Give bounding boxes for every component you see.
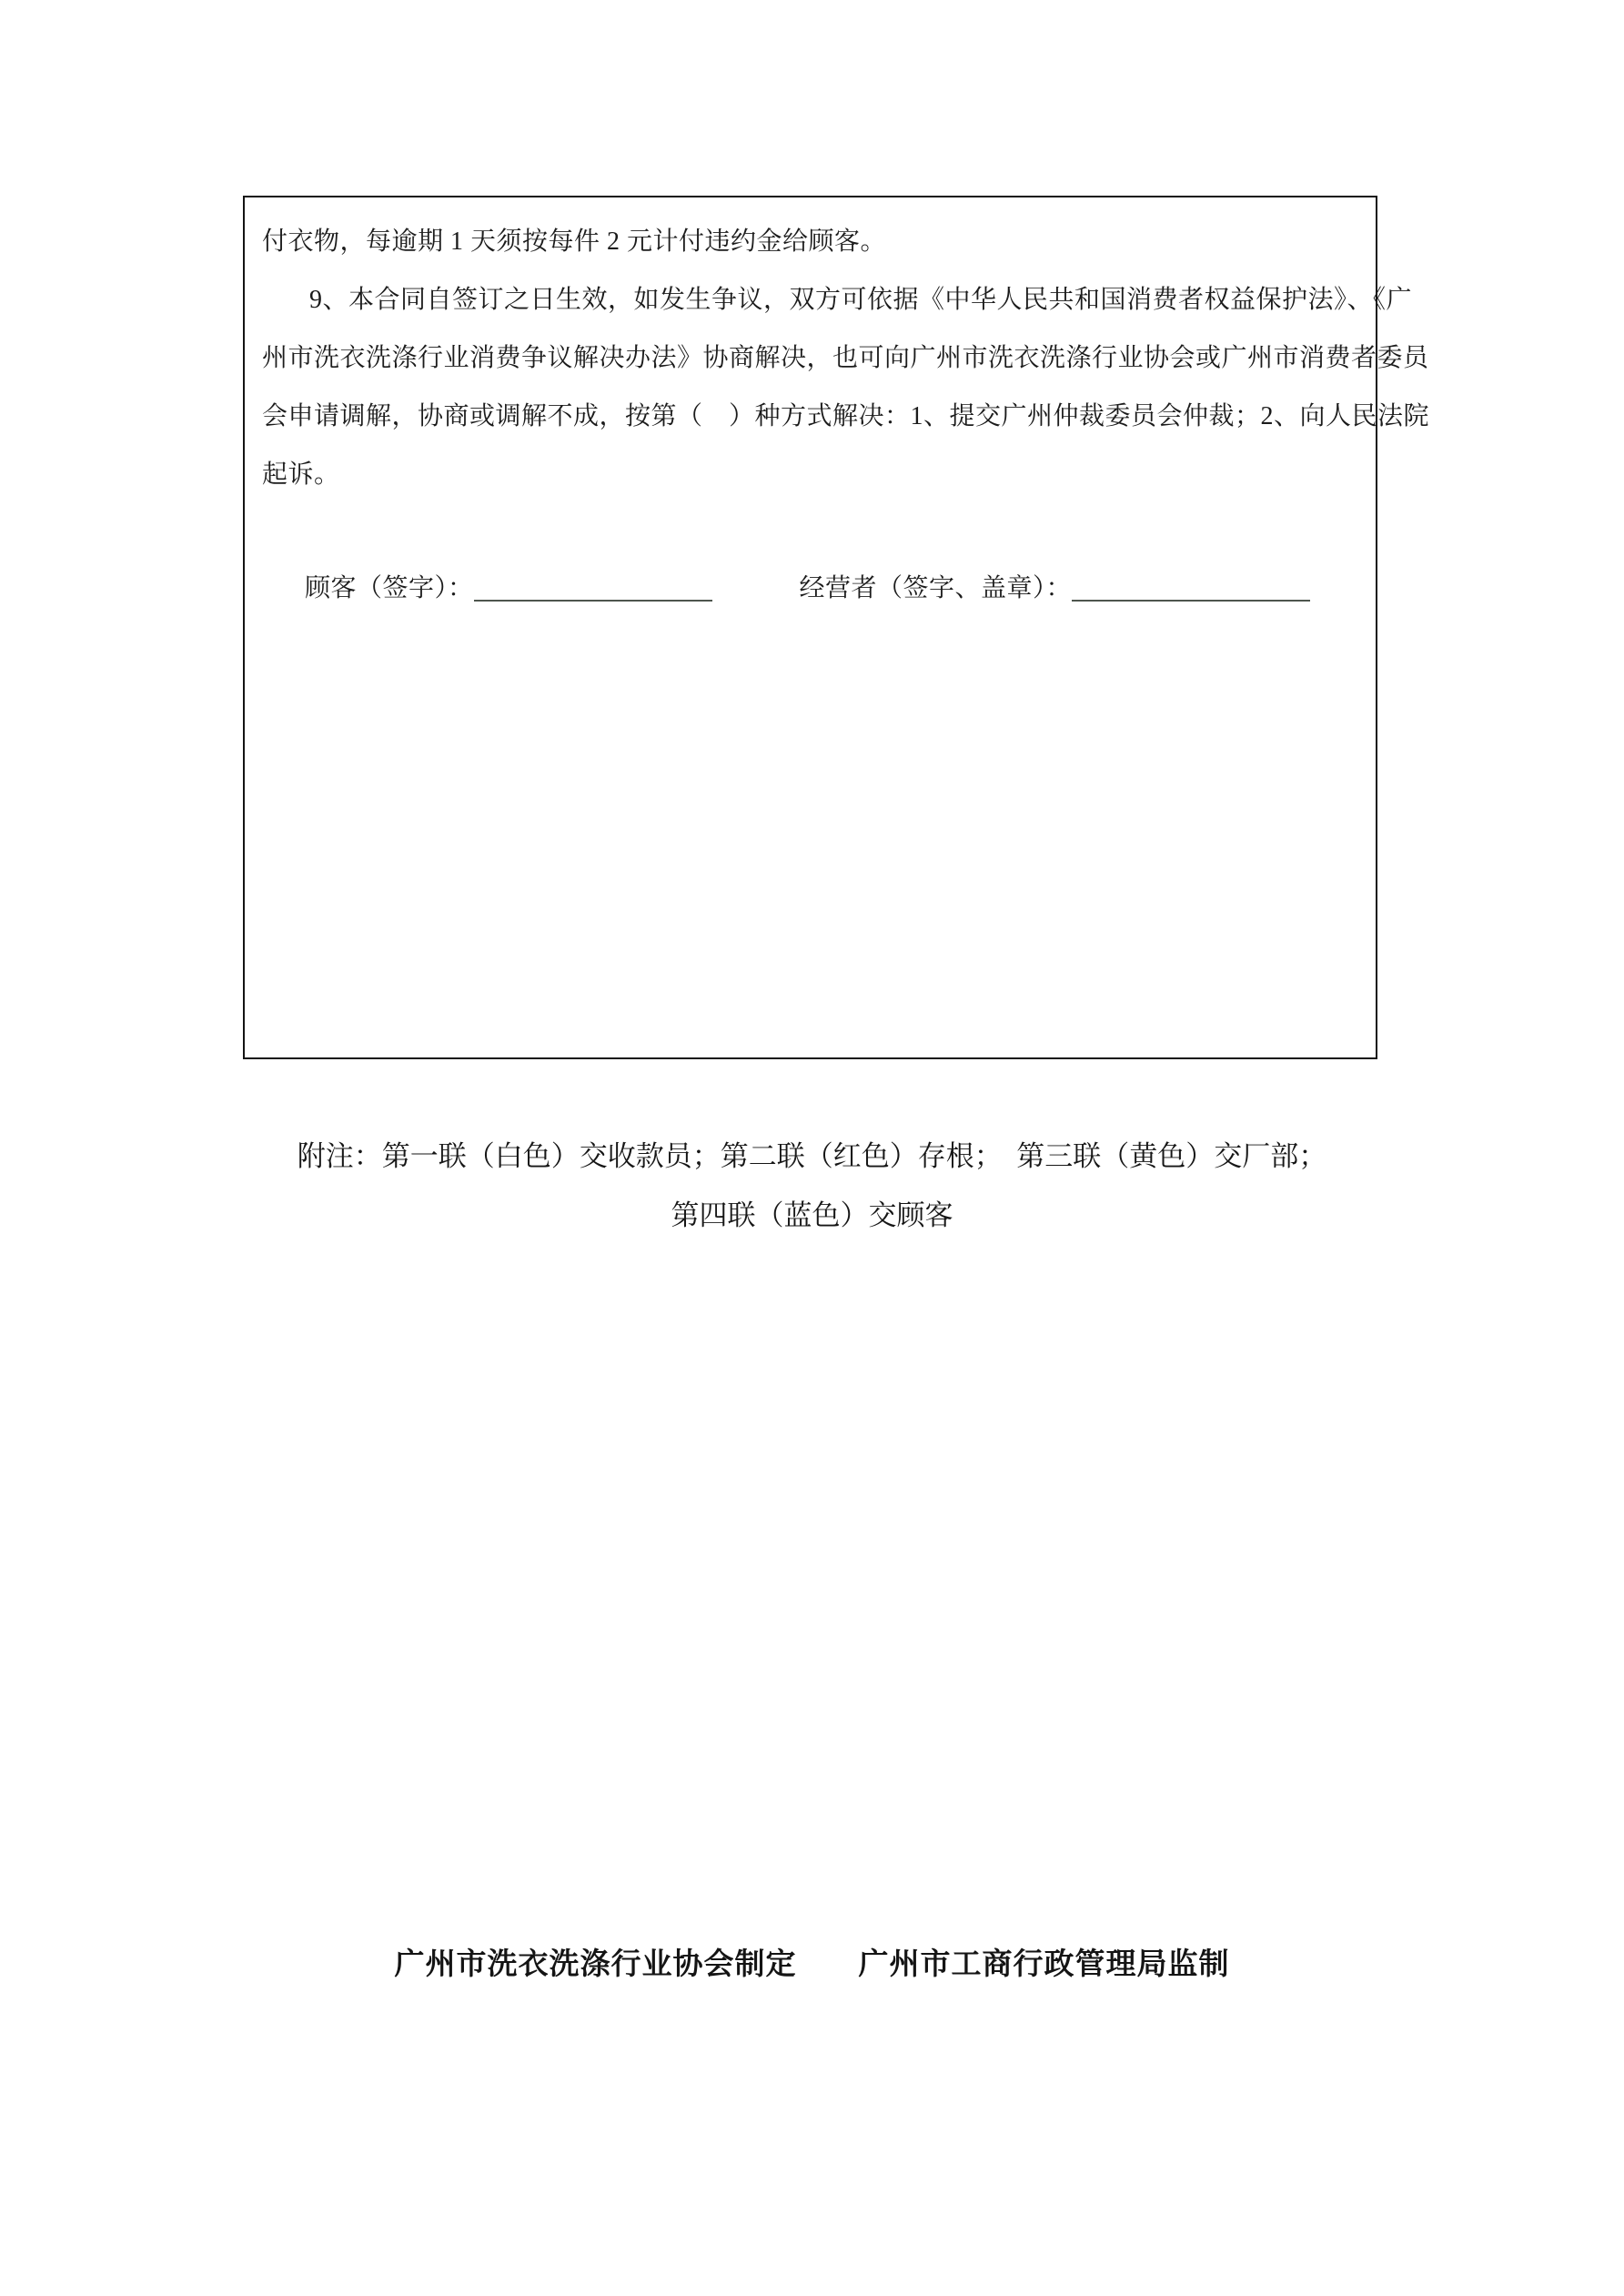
operator-signature-line: [1072, 572, 1310, 602]
customer-signature-line: [474, 572, 712, 602]
contract-text-line-1: 付衣物，每逾期 1 天须按每件 2 元计付违约金给顾客。: [262, 228, 887, 256]
copies-footnote: [0, 1127, 1624, 1245]
contract-text-line-4: 会申请调解，协商或调解不成，按第（ ）种方式解决：1、提交广州仲裁委员会仲裁；2、向人民法院: [262, 402, 1430, 430]
contract-terms-text: [262, 213, 1430, 504]
contract-text-line-5: 起诉。: [262, 460, 340, 489]
customer-signature-label: 顾客（签字）：: [305, 574, 474, 602]
contract-terms-box: [243, 196, 1430, 1059]
signature-row: [305, 569, 1310, 609]
operator-signature-label: 经营者（签字、盖章）：: [799, 574, 1073, 602]
footnote-line-1: 附注：第一联（白色）交收款员；第二联（红色）存根； 第三联（黄色）交厂部；: [297, 1140, 1327, 1172]
contract-text-line-2-clause-9: 9、本合同自签订之日生效，如发生争议，双方可依据《中华人民共和国消费者权益保护法》、《广: [309, 286, 1413, 314]
footnote-line-2: 第四联（蓝色）交顾客: [671, 1199, 953, 1231]
contract-text-line-3: 州市洗衣洗涤行业消费争议解决办法》协商解决，也可向广州市洗衣洗涤行业协会或广州市消费者委员: [262, 344, 1429, 372]
issuing-organizations-footer: 广州市洗衣洗涤行业协会制定 广州市工商行政管理局监制: [394, 1948, 1230, 1981]
